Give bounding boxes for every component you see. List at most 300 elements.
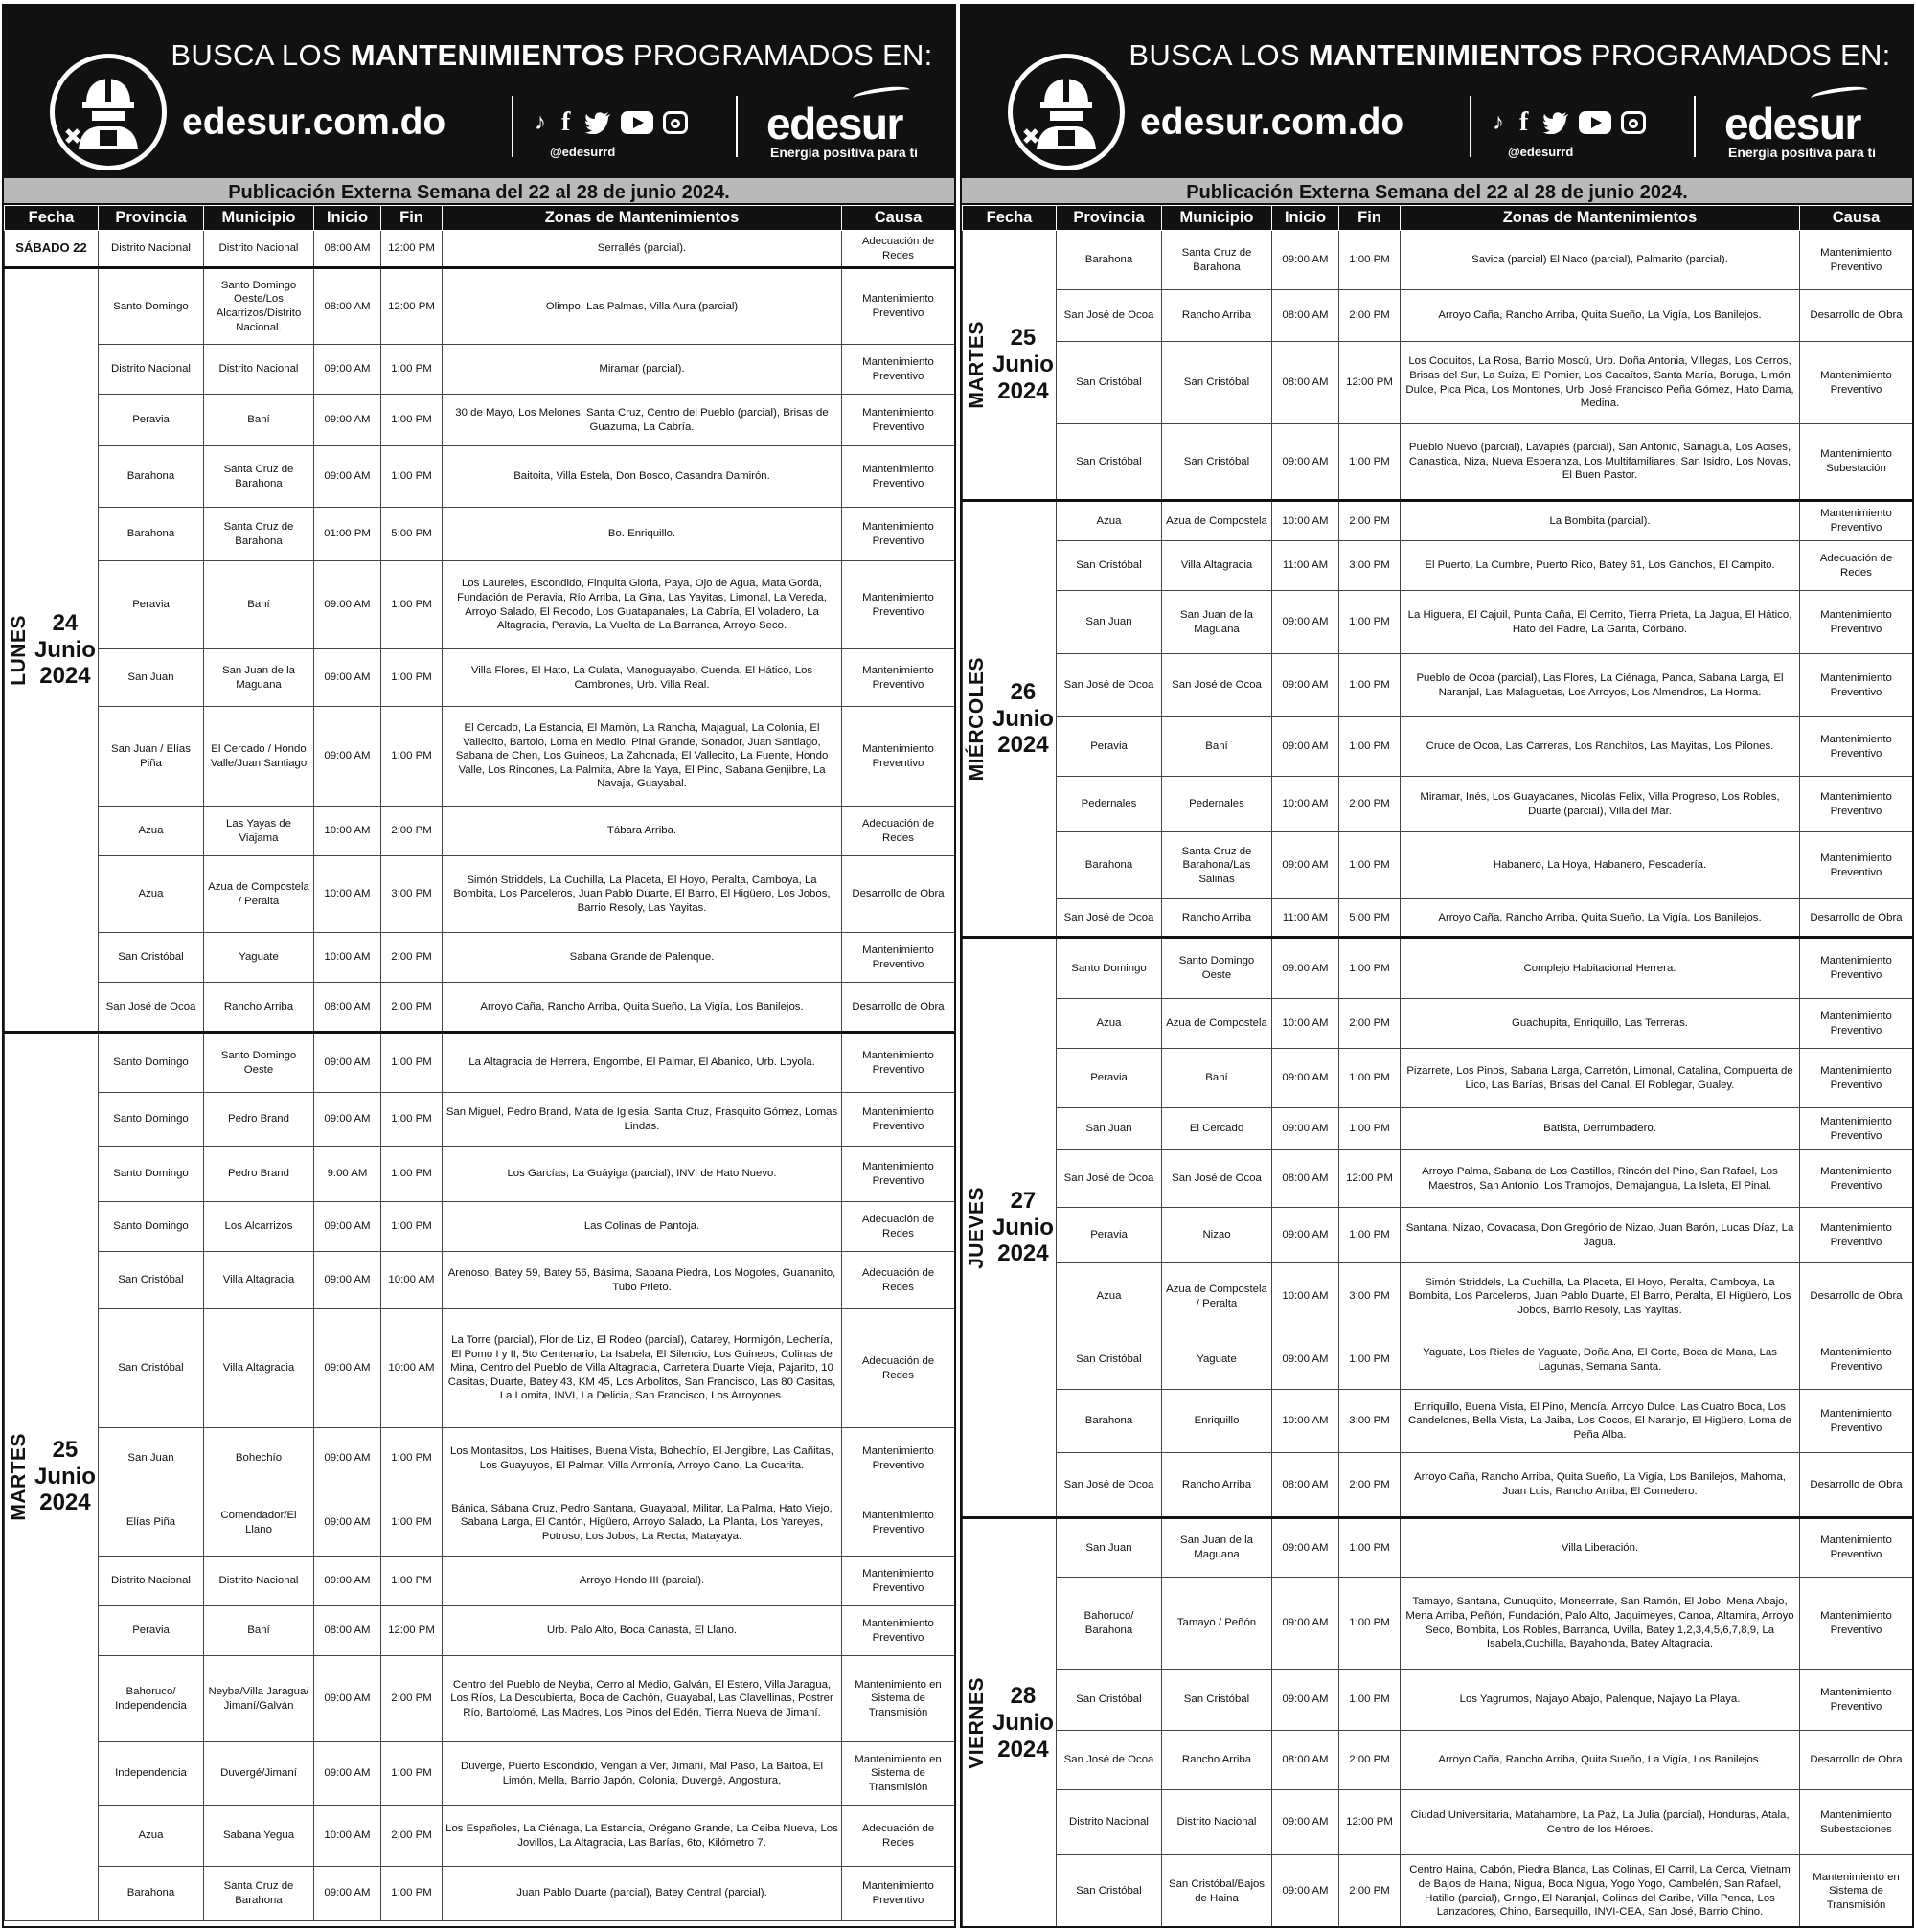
- website-link[interactable]: edesur.com.do: [1140, 102, 1404, 143]
- table-row: [963, 1790, 1913, 1855]
- cell-inicio: 08:00 AM: [1272, 1731, 1339, 1790]
- table-row: [5, 1557, 955, 1606]
- cell-inicio: 09:00 AM: [314, 395, 381, 446]
- cell-provincia: San José de Ocoa: [1057, 1731, 1162, 1790]
- date-year: 2024: [997, 1240, 1049, 1267]
- twitter-icon[interactable]: [1542, 111, 1569, 134]
- worker-logo-icon: [1008, 54, 1125, 170]
- date-daynum: 27: [1010, 1187, 1037, 1214]
- cell-fin: 2:00 PM: [1339, 1855, 1401, 1928]
- table-row: [963, 1330, 1913, 1390]
- cell-inicio: 09:00 AM: [314, 1093, 381, 1147]
- cell-municipio: Distrito Nacional: [204, 231, 314, 268]
- cell-zonas: El Cercado, La Estancia, El Mamón, La Rancha, Majagual, La Colonia, El Vallecito, Bartolo, Loma en Medio, Pinal Grande, Sonador, Juan Santiago, Sabana de Chen, Los Guineos, La Zahonada, El Vallecito, La Fuente, Hondo Valle, Los Rincones, La Palmita, Abre la Yaya, El Pino, Sabana Genjibre, La Navaja, Guayabal.: [443, 707, 842, 807]
- cell-zonas: Enriquillo, Buena Vista, El Pino, Mencía, Arroyo Dulce, Las Cuatro Boca, Los Candelones, Bella Vista, La Jaiba, Los Cocos, El Naranjo, El Higüero, Loma de Peña Alba.: [1401, 1390, 1800, 1453]
- table-row: [963, 1208, 1913, 1263]
- cell-zonas: Arroyo Caña, Rancho Arriba, Quita Sueño, La Vigía, Los Banilejos.: [1401, 1731, 1800, 1790]
- cell-municipio: Villa Altagracia: [204, 1252, 314, 1309]
- cell-fin: 1:00 PM: [1339, 1670, 1401, 1731]
- header-municipio: Municipio: [1162, 206, 1272, 231]
- cell-municipio: Rancho Arriba: [1162, 1453, 1272, 1518]
- cell-causa: Desarrollo de Obra: [842, 856, 955, 933]
- cell-causa: Mantenimiento Subestación: [1800, 424, 1913, 501]
- cell-inicio: 10:00 AM: [1272, 501, 1339, 541]
- cell-inicio: 09:00 AM: [1272, 231, 1339, 290]
- cell-municipio: Santa Cruz de Barahona: [204, 508, 314, 561]
- cell-fin: 2:00 PM: [1339, 1731, 1401, 1790]
- cell-zonas: Centro Haina, Cabón, Piedra Blanca, Las Colinas, El Carril, La Cerca, Vietnam de Bajos de Haina, Nigua, Boca Nigua, Yogo Yogo, Cambelén, San Rafael, Hatillo (parcial), Gringo, El Naranjal, Colinas del Caribe, Villa Penca, Los Lanzadores, Chino, Barsequillo, INVI-CEA, San José, Barrio Chino.: [1401, 1855, 1800, 1928]
- cell-fin: 2:00 PM: [1339, 999, 1401, 1049]
- youtube-icon[interactable]: [621, 111, 653, 134]
- cell-causa: Mantenimiento en Sistema de Transmisión: [1800, 1855, 1913, 1928]
- edesur-logo: edesur: [766, 99, 902, 148]
- table-row: [963, 290, 1913, 342]
- cell-fin: 2:00 PM: [381, 807, 443, 856]
- cell-zonas: Pueblo Nuevo (parcial), Lavapiés (parcial), San Antonio, Sainaguá, Los Acises, Canastica, Niza, Nueva Esperanza, Los Multifamiliares, San Isidro, Los Novas, El Buen Pastor.: [1401, 424, 1800, 501]
- table-row: [5, 1656, 955, 1742]
- cell-inicio: 08:00 AM: [1272, 342, 1339, 424]
- cell-inicio: 10:00 AM: [1272, 1390, 1339, 1453]
- cell-inicio: 09:00 AM: [1272, 938, 1339, 999]
- cell-provincia: Santo Domingo: [1057, 938, 1162, 999]
- table-row: [963, 424, 1913, 501]
- table-row: [963, 1453, 1913, 1518]
- cell-provincia: San Cristóbal: [1057, 541, 1162, 591]
- cell-zonas: Bánica, Sábana Cruz, Pedro Santana, Guayabal, Militar, La Palma, Hato Viejo, Sabana Larga, El Cantón, Higüero, Arroyo Salado, La Planta, Los Yareyes, Potroso, Los Jobos, La Recta, Matayaya.: [443, 1489, 842, 1557]
- table-row: [963, 1108, 1913, 1150]
- cell-causa: Mantenimiento Preventivo: [1800, 1108, 1913, 1150]
- cell-municipio: Yaguate: [1162, 1330, 1272, 1390]
- cell-provincia: Peravia: [1057, 1208, 1162, 1263]
- cell-inicio: 09:00 AM: [314, 1033, 381, 1093]
- cell-zonas: Arenoso, Batey 59, Batey 56, Básima, Sabana Piedra, Los Mogotes, Guananito, Tubo Prieto.: [443, 1252, 842, 1309]
- cell-inicio: 09:00 AM: [1272, 1518, 1339, 1578]
- cell-municipio: Pedro Brand: [204, 1093, 314, 1147]
- cell-inicio: 09:00 AM: [1272, 1855, 1339, 1928]
- cell-zonas: Arroyo Caña, Rancho Arriba, Quita Sueño, La Vigía, Los Banilejos.: [443, 983, 842, 1033]
- cell-provincia: Barahona: [99, 508, 204, 561]
- cell-zonas: Juan Pablo Duarte (parcial), Batey Central (parcial).: [443, 1867, 842, 1921]
- headline-bold: MANTENIMIENTOS: [1308, 38, 1583, 72]
- cell-inicio: 09:00 AM: [1272, 1208, 1339, 1263]
- cell-zonas: Duvergé, Puerto Escondido, Vengan a Ver, Jimaní, Mal Paso, La Baitoa, El Limón, Mella, Barrio Japón, Colonia, Duvergé, Angostura,: [443, 1742, 842, 1806]
- cell-inicio: 09:00 AM: [1272, 1330, 1339, 1390]
- worker-logo-icon: [50, 54, 167, 170]
- date-cell: [963, 501, 1057, 938]
- cell-causa: Mantenimiento Preventivo: [842, 1489, 955, 1557]
- cell-zonas: Villa Flores, El Hato, La Culata, Manoguayabo, Cuenda, El Hático, Los Cambrones, Urb. Villa Real.: [443, 649, 842, 707]
- cell-inicio: 09:00 AM: [1272, 832, 1339, 899]
- date-label: [992, 1188, 1054, 1267]
- cell-zonas: Bo. Enriquillo.: [443, 508, 842, 561]
- table-row: [5, 1033, 955, 1093]
- cell-inicio: 09:00 AM: [1272, 1670, 1339, 1731]
- cell-provincia: San José de Ocoa: [1057, 1453, 1162, 1518]
- cell-municipio: Comendador/El Llano: [204, 1489, 314, 1557]
- date-year: 2024: [997, 732, 1049, 759]
- cell-provincia: Santo Domingo: [99, 1093, 204, 1147]
- cell-municipio: San Juan de la Maguana: [1162, 591, 1272, 654]
- cell-municipio: Santo Domingo Oeste: [204, 1033, 314, 1093]
- cell-provincia: Azua: [99, 807, 204, 856]
- table-row: [963, 1670, 1913, 1731]
- cell-municipio: Enriquillo: [1162, 1390, 1272, 1453]
- cell-fin: 1:00 PM: [381, 345, 443, 395]
- table-row: [963, 591, 1913, 654]
- tiktok-icon[interactable]: ♪: [1493, 109, 1504, 135]
- cell-causa: Mantenimiento Preventivo: [842, 561, 955, 649]
- cell-provincia: San José de Ocoa: [1057, 1150, 1162, 1208]
- divider: [512, 96, 513, 157]
- cell-inicio: 09:00 AM: [1272, 1108, 1339, 1150]
- cell-provincia: San Juan: [99, 1428, 204, 1489]
- cell-inicio: 09:00 AM: [314, 561, 381, 649]
- table-row: [5, 1147, 955, 1202]
- header-zonas: Zonas de Mantenimientos: [443, 206, 842, 231]
- cell-fin: 1:00 PM: [1339, 1330, 1401, 1390]
- banner-headline: [1127, 38, 1893, 73]
- table-row: [5, 268, 955, 345]
- weekday-label: MARTES: [8, 1432, 31, 1521]
- cell-provincia: Peravia: [99, 561, 204, 649]
- table-row: [963, 1578, 1913, 1670]
- cell-provincia: Santo Domingo: [99, 1033, 204, 1093]
- social-icons: [535, 107, 688, 137]
- cell-provincia: Peravia: [1057, 717, 1162, 777]
- cell-zonas: Cruce de Ocoa, Las Carreras, Los Ranchitos, Las Mayitas, Los Pilones.: [1401, 717, 1800, 777]
- cell-municipio: Baní: [1162, 717, 1272, 777]
- cell-provincia: San Juan: [1057, 1518, 1162, 1578]
- cell-causa: Adecuación de Redes: [842, 1309, 955, 1428]
- cell-municipio: San José de Ocoa: [1162, 1150, 1272, 1208]
- cell-municipio: San Cristóbal: [1162, 424, 1272, 501]
- cell-causa: Mantenimiento Preventivo: [842, 446, 955, 508]
- cell-zonas: La Altagracia de Herrera, Engombe, El Palmar, El Abanico, Urb. Loyola.: [443, 1033, 842, 1093]
- header-inicio: Inicio: [1272, 206, 1339, 231]
- cell-provincia: San José de Ocoa: [99, 983, 204, 1033]
- table-row: [5, 1202, 955, 1252]
- cell-inicio: 09:00 AM: [1272, 654, 1339, 717]
- date-cell: [963, 938, 1057, 1518]
- cell-inicio: 08:00 AM: [314, 1606, 381, 1656]
- cell-causa: Mantenimiento Preventivo: [1800, 1578, 1913, 1670]
- cell-zonas: Centro del Pueblo de Neyba, Cerro al Medio, Galván, El Estero, Villa Jaragua, Los Ríos, La Descubierta, Boca de Cachón, Guayabal, Las Clavellinas, Postrer Río, Bartolomé, Las Madres, Los Pinos del Edén, Tierra Nueva de Jimaní.: [443, 1656, 842, 1742]
- cell-municipio: Distrito Nacional: [204, 1557, 314, 1606]
- table-row: [963, 999, 1913, 1049]
- table-row: [5, 1093, 955, 1147]
- table-row: [963, 1049, 1913, 1108]
- cell-inicio: 01:00 PM: [314, 508, 381, 561]
- cell-causa: Desarrollo de Obra: [1800, 1263, 1913, 1330]
- facebook-icon[interactable]: f: [561, 107, 571, 137]
- cell-causa: Mantenimiento Preventivo: [842, 649, 955, 707]
- cell-zonas: Los Yagrumos, Najayo Abajo, Palenque, Najayo La Playa.: [1401, 1670, 1800, 1731]
- cell-provincia: San Cristóbal: [1057, 342, 1162, 424]
- table-row: [5, 508, 955, 561]
- table-row: [5, 1806, 955, 1867]
- cell-fin: 1:00 PM: [1339, 231, 1401, 290]
- cell-fin: 3:00 PM: [1339, 1263, 1401, 1330]
- cell-provincia: San Juan: [99, 649, 204, 707]
- cell-causa: Desarrollo de Obra: [1800, 899, 1913, 938]
- cell-causa: Mantenimiento Preventivo: [1800, 1049, 1913, 1108]
- header-fecha: Fecha: [5, 206, 99, 231]
- cell-causa: Mantenimiento Preventivo: [842, 1606, 955, 1656]
- cell-fin: 1:00 PM: [1339, 1049, 1401, 1108]
- header-provincia: Provincia: [99, 206, 204, 231]
- cell-municipio: Baní: [204, 395, 314, 446]
- cell-municipio: Distrito Nacional: [204, 345, 314, 395]
- cell-causa: Mantenimiento Preventivo: [1800, 342, 1913, 424]
- table-row: [963, 777, 1913, 832]
- cell-zonas: Arroyo Hondo III (parcial).: [443, 1557, 842, 1606]
- publication-title: Publicación Externa Semana del 22 al 28 de junio 2024.: [4, 176, 954, 205]
- cell-causa: Adecuación de Redes: [842, 1806, 955, 1867]
- cell-fin: 10:00 AM: [381, 1309, 443, 1428]
- table-row: [5, 649, 955, 707]
- cell-fin: 3:00 PM: [381, 856, 443, 933]
- cell-provincia: Peravia: [1057, 1049, 1162, 1108]
- table-row: [5, 983, 955, 1033]
- date-label: SÁBADO 22: [15, 240, 87, 256]
- weekday-label: VIERNES: [966, 1677, 989, 1769]
- cell-inicio: 11:00 AM: [1272, 899, 1339, 938]
- cell-fin: 12:00 PM: [381, 268, 443, 345]
- cell-inicio: 09:00 AM: [314, 1202, 381, 1252]
- cell-provincia: Barahona: [1057, 231, 1162, 290]
- facebook-icon[interactable]: f: [1519, 107, 1529, 137]
- cell-causa: Mantenimiento Preventivo: [1800, 999, 1913, 1049]
- cell-causa: Mantenimiento en Sistema de Transmisión: [842, 1656, 955, 1742]
- social-handle: @edesurrd: [550, 145, 616, 159]
- cell-fin: 12:00 PM: [1339, 342, 1401, 424]
- table-row: [5, 1252, 955, 1309]
- cell-zonas: Baitoita, Villa Estela, Don Bosco, Casandra Damirón.: [443, 446, 842, 508]
- cell-zonas: Las Colinas de Pantoja.: [443, 1202, 842, 1252]
- headline-post: PROGRAMADOS EN:: [632, 38, 933, 72]
- cell-zonas: Yaguate, Los Rieles de Yaguate, Doña Ana, El Corte, Boca de Mana, Las Lagunas, Semana Santa.: [1401, 1330, 1800, 1390]
- cell-zonas: Los Garcías, La Guáyiga (parcial), INVI de Hato Nuevo.: [443, 1147, 842, 1202]
- cell-provincia: Azua: [1057, 501, 1162, 541]
- cell-causa: Mantenimiento Preventivo: [1800, 591, 1913, 654]
- weekday-label: MIÉRCOLES: [966, 656, 989, 782]
- cell-fin: 2:00 PM: [381, 1806, 443, 1867]
- cell-zonas: Arroyo Caña, Rancho Arriba, Quita Sueño, La Vigía, Los Banilejos.: [1401, 290, 1800, 342]
- cell-causa: Mantenimiento Preventivo: [1800, 777, 1913, 832]
- cell-provincia: San José de Ocoa: [1057, 654, 1162, 717]
- cell-zonas: El Puerto, La Cumbre, Puerto Rico, Batey 61, Los Ganchos, El Campito.: [1401, 541, 1800, 591]
- cell-zonas: Los Españoles, La Ciénaga, La Estancia, Orégano Grande, La Ceiba Nueva, Los Jovillos, La Altagracia, Las Barías, 6to, Kilómetro 7.: [443, 1806, 842, 1867]
- cell-municipio: Villa Altagracia: [1162, 541, 1272, 591]
- table-row: [963, 342, 1913, 424]
- cell-fin: 2:00 PM: [1339, 777, 1401, 832]
- cell-causa: Mantenimiento en Sistema de Transmisión: [842, 1742, 955, 1806]
- table-row: [963, 899, 1913, 938]
- cell-inicio: 08:00 AM: [314, 983, 381, 1033]
- cell-municipio: Azua de Compostela / Peralta: [1162, 1263, 1272, 1330]
- instagram-icon[interactable]: [663, 111, 688, 134]
- cell-provincia: Peravia: [99, 395, 204, 446]
- cell-provincia: Distrito Nacional: [99, 345, 204, 395]
- cell-municipio: Neyba/Villa Jaragua/ Jimaní/Galván: [204, 1656, 314, 1742]
- cell-fin: 1:00 PM: [381, 561, 443, 649]
- cell-provincia: Elías Piña: [99, 1489, 204, 1557]
- cell-provincia: Barahona: [99, 446, 204, 508]
- date-year: 2024: [39, 663, 91, 690]
- cell-causa: Mantenimiento Preventivo: [842, 1428, 955, 1489]
- date-label: [34, 610, 96, 690]
- cell-provincia: Santo Domingo: [99, 1147, 204, 1202]
- cell-provincia: San Juan: [1057, 1108, 1162, 1150]
- table-row: [5, 395, 955, 446]
- cell-causa: Mantenimiento Preventivo: [1800, 938, 1913, 999]
- edesur-logo: edesur: [1724, 99, 1860, 148]
- cell-causa: Mantenimiento Preventivo: [842, 933, 955, 983]
- date-label: [992, 679, 1054, 759]
- table-row: [5, 807, 955, 856]
- cell-provincia: Azua: [1057, 999, 1162, 1049]
- cell-zonas: Los Montasitos, Los Haitises, Buena Vista, Bohechío, El Jengibre, Las Cañitas, Los Guayuyos, El Palmar, Villa Armonía, Arroyo Cano, La Cucarita.: [443, 1428, 842, 1489]
- website-link[interactable]: edesur.com.do: [182, 102, 446, 143]
- cell-municipio: Sabana Yegua: [204, 1806, 314, 1867]
- cell-causa: Mantenimiento Preventivo: [842, 1867, 955, 1921]
- cell-inicio: 09:00 AM: [314, 1309, 381, 1428]
- cell-causa: Adecuación de Redes: [842, 807, 955, 856]
- cell-causa: Mantenimiento Preventivo: [1800, 1150, 1913, 1208]
- brand-tagline: Energía positiva para ti: [770, 145, 919, 160]
- header-fecha: Fecha: [963, 206, 1057, 231]
- schedule-panel-left: [2, 4, 956, 1928]
- table-row: [5, 933, 955, 983]
- cell-causa: Desarrollo de Obra: [1800, 1731, 1913, 1790]
- cell-causa: Mantenimiento Preventivo: [842, 1033, 955, 1093]
- cell-municipio: San Cristóbal: [1162, 342, 1272, 424]
- cell-inicio: 10:00 AM: [314, 1806, 381, 1867]
- schedule-panel-right: [960, 4, 1914, 1928]
- table-row: [5, 1606, 955, 1656]
- date-label: [992, 1683, 1054, 1762]
- date-cell: [963, 231, 1057, 501]
- header-municipio: Municipio: [204, 206, 314, 231]
- table-row: [963, 938, 1913, 999]
- cell-fin: 1:00 PM: [1339, 591, 1401, 654]
- date-year: 2024: [39, 1489, 91, 1516]
- cell-causa: Mantenimiento Preventivo: [842, 508, 955, 561]
- cell-municipio: Azua de Compostela: [1162, 999, 1272, 1049]
- youtube-icon[interactable]: [1579, 111, 1611, 134]
- cell-provincia: Barahona: [99, 1867, 204, 1921]
- cell-provincia: Azua: [99, 856, 204, 933]
- cell-provincia: Bahoruco/ Barahona: [1057, 1578, 1162, 1670]
- table-row: [5, 345, 955, 395]
- cell-provincia: Santo Domingo: [99, 1202, 204, 1252]
- cell-inicio: 09:00 AM: [314, 1742, 381, 1806]
- table-row: [5, 856, 955, 933]
- cell-fin: 10:00 AM: [381, 1252, 443, 1309]
- cell-zonas: Villa Liberación.: [1401, 1518, 1800, 1578]
- cell-inicio: 9:00 AM: [314, 1147, 381, 1202]
- tiktok-icon[interactable]: ♪: [535, 109, 546, 135]
- date-month: Junio: [992, 1214, 1054, 1240]
- cell-causa: Mantenimiento Preventivo: [842, 395, 955, 446]
- cell-zonas: Los Coquitos, La Rosa, Barrio Moscú, Urb. Doña Antonia, Villegas, Los Cerros, Brisas del Sur, La Suiza, El Pomier, Los Cacaítos, Santa María, Boruga, Limón Dulce, Pica Pica, Los Montones, Urb. José Francisco Peña Gómez, Hato Dama, Medina.: [1401, 342, 1800, 424]
- cell-inicio: 09:00 AM: [314, 345, 381, 395]
- cell-fin: 1:00 PM: [381, 446, 443, 508]
- weekday-label: JUEVES: [966, 1186, 989, 1269]
- weekday-label: MARTES: [966, 321, 989, 409]
- cell-municipio: San Juan de la Maguana: [1162, 1518, 1272, 1578]
- cell-fin: 3:00 PM: [1339, 541, 1401, 591]
- cell-fin: 2:00 PM: [381, 933, 443, 983]
- cell-municipio: Los Alcarrizos: [204, 1202, 314, 1252]
- cell-fin: 1:00 PM: [1339, 1208, 1401, 1263]
- cell-municipio: Santa Cruz de Barahona: [204, 1867, 314, 1921]
- cell-zonas: Simón Striddels, La Cuchilla, La Placeta, El Hoyo, Peralta, Camboya, La Bombita, Los Parceleros, Juan Pablo Duarte, El Barro, El Higüero, Los Jobos, Barrio Resoly, Las Yayitas.: [443, 856, 842, 933]
- weekday-label: LUNES: [8, 614, 31, 686]
- cell-fin: 2:00 PM: [381, 1656, 443, 1742]
- cell-fin: 1:00 PM: [381, 1489, 443, 1557]
- table-row: [5, 231, 955, 268]
- cell-fin: 1:00 PM: [381, 707, 443, 807]
- cell-inicio: 09:00 AM: [314, 1656, 381, 1742]
- cell-fin: 12:00 PM: [1339, 1790, 1401, 1855]
- cell-provincia: San José de Ocoa: [1057, 899, 1162, 938]
- divider: [1470, 96, 1471, 157]
- cell-municipio: Tamayo / Peñón: [1162, 1578, 1272, 1670]
- cell-municipio: San José de Ocoa: [1162, 654, 1272, 717]
- cell-fin: 12:00 PM: [381, 1606, 443, 1656]
- twitter-icon[interactable]: [584, 111, 611, 134]
- cell-fin: 1:00 PM: [381, 1867, 443, 1921]
- cell-municipio: Duvergé/Jimaní: [204, 1742, 314, 1806]
- cell-fin: 1:00 PM: [1339, 424, 1401, 501]
- cell-fin: 1:00 PM: [1339, 654, 1401, 717]
- cell-municipio: Yaguate: [204, 933, 314, 983]
- cell-zonas: Arroyo Palma, Sabana de Los Castillos, Rincón del Pino, San Rafael, Los Maestros, San Antonio, Los Tramojos, Demajangua, La Isleta, El Pinal.: [1401, 1150, 1800, 1208]
- divider: [736, 96, 738, 157]
- cell-causa: Mantenimiento Preventivo: [1800, 231, 1913, 290]
- cell-municipio: Rancho Arriba: [1162, 290, 1272, 342]
- cell-causa: Mantenimiento Preventivo: [842, 1147, 955, 1202]
- cell-municipio: Rancho Arriba: [204, 983, 314, 1033]
- banner-headline: [169, 38, 935, 73]
- table-row: [963, 654, 1913, 717]
- date-cell: [5, 231, 99, 268]
- cell-causa: Desarrollo de Obra: [1800, 1453, 1913, 1518]
- cell-municipio: San Cristóbal: [1162, 1670, 1272, 1731]
- cell-inicio: 09:00 AM: [314, 1557, 381, 1606]
- table-row: [5, 1489, 955, 1557]
- cell-inicio: 09:00 AM: [314, 707, 381, 807]
- cell-causa: Mantenimiento Preventivo: [1800, 654, 1913, 717]
- cell-fin: 2:00 PM: [1339, 501, 1401, 541]
- cell-fin: 1:00 PM: [381, 1033, 443, 1093]
- cell-causa: Mantenimiento Preventivo: [1800, 1330, 1913, 1390]
- cell-fin: 2:00 PM: [381, 983, 443, 1033]
- instagram-icon[interactable]: [1621, 111, 1646, 134]
- cell-inicio: 09:00 AM: [314, 1428, 381, 1489]
- cell-municipio: Distrito Nacional: [1162, 1790, 1272, 1855]
- cell-zonas: Santana, Nizao, Covacasa, Don Gregório de Nizao, Juan Barón, Lucas Díaz, La Jagua.: [1401, 1208, 1800, 1263]
- cell-zonas: Los Laureles, Escondido, Finquita Gloria, Paya, Ojo de Agua, Mata Gorda, Fundación de Peravia, Río Arriba, La Gina, Las Yayitas, Limonal, La Vereda, Arroyo Salado, El Recodo, Los Guatapanales, La Cabría, El Voladero, La Altagracia, Peravia, La Vuelta de La Barranca, Arroyo Seco.: [443, 561, 842, 649]
- table-row: [5, 707, 955, 807]
- cell-inicio: 10:00 AM: [314, 807, 381, 856]
- cell-municipio: Bohechío: [204, 1428, 314, 1489]
- cell-zonas: Serrallés (parcial).: [443, 231, 842, 268]
- cell-municipio: Santo Domingo Oeste/Los Alcarrizos/Distrito Nacional.: [204, 268, 314, 345]
- cell-inicio: 10:00 AM: [1272, 999, 1339, 1049]
- cell-municipio: Pedernales: [1162, 777, 1272, 832]
